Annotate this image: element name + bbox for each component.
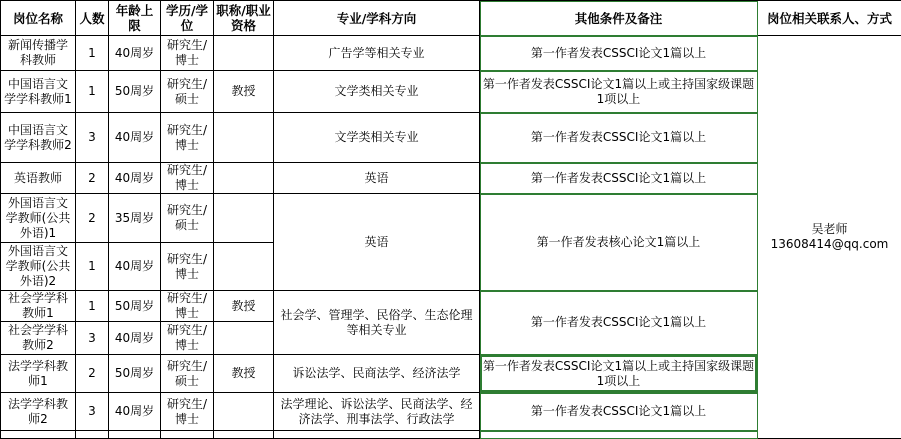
cell-degree[interactable]: 研究生/博士 bbox=[161, 322, 214, 355]
cell-count[interactable]: 1 bbox=[76, 243, 109, 291]
cell-count[interactable]: 1 bbox=[76, 36, 109, 71]
cell-remark[interactable]: 第一作者发表CSSCI论文1篇以上或主持国家级课题1项以上 bbox=[480, 71, 758, 113]
cell-remark[interactable]: 第一作者发表CSSCI论文1篇以上 bbox=[480, 393, 758, 431]
cell-title[interactable] bbox=[214, 194, 274, 243]
cell-degree[interactable]: 研究生/博士 bbox=[161, 243, 214, 291]
cell-count[interactable]: 2 bbox=[76, 194, 109, 243]
cell-age[interactable]: 40周岁 bbox=[109, 393, 161, 431]
cell-age[interactable]: 40周岁 bbox=[109, 322, 161, 355]
cell-title[interactable] bbox=[214, 163, 274, 194]
cell-title[interactable] bbox=[214, 113, 274, 163]
cell-position[interactable]: 社会学学科教师1 bbox=[1, 291, 76, 322]
cell-count[interactable]: 1 bbox=[76, 291, 109, 322]
cell-degree[interactable]: 研究生/博士 bbox=[161, 393, 214, 431]
header-major[interactable]: 专业/学科方向 bbox=[274, 1, 480, 36]
header-contact[interactable]: 岗位相关联系人、方式 bbox=[758, 1, 901, 36]
cell-remark[interactable]: 第一作者发表核心论文1篇以上 bbox=[480, 194, 758, 291]
cell-position[interactable]: 英语教师 bbox=[1, 163, 76, 194]
cell-major[interactable]: 社会学、管理学、民俗学、生态伦理等相关专业 bbox=[274, 291, 480, 355]
header-title[interactable]: 职称/职业资格 bbox=[214, 1, 274, 36]
cell-major[interactable]: 文学类相关专业 bbox=[274, 113, 480, 163]
contact-email: 13608414@qq.com bbox=[760, 237, 899, 252]
cell-position[interactable]: 法学学科教师2 bbox=[1, 393, 76, 431]
cell-age[interactable]: 50周岁 bbox=[109, 355, 161, 393]
cell-age[interactable]: 40周岁 bbox=[109, 243, 161, 291]
cell-title[interactable] bbox=[214, 243, 274, 291]
header-count[interactable]: 人数 bbox=[76, 1, 109, 36]
header-position[interactable]: 岗位名称 bbox=[1, 1, 76, 36]
cell-major[interactable]: 英语 bbox=[274, 163, 480, 194]
cell-title[interactable] bbox=[214, 393, 274, 431]
cell-remark[interactable]: 第一作者发表CSSCI论文1篇以上或主持国家级课题1项以上 bbox=[480, 355, 758, 393]
cell-count[interactable]: 3 bbox=[76, 393, 109, 431]
cell-degree[interactable]: 研究生/博士 bbox=[161, 113, 214, 163]
cell-age[interactable]: 35周岁 bbox=[109, 194, 161, 243]
cell-major[interactable]: 英语 bbox=[274, 194, 480, 291]
contact-name: 吴老师 bbox=[760, 222, 899, 237]
cell-count[interactable]: 2 bbox=[76, 355, 109, 393]
cell-empty[interactable] bbox=[480, 431, 758, 439]
cell-age[interactable]: 40周岁 bbox=[109, 36, 161, 71]
cell-count[interactable]: 3 bbox=[76, 322, 109, 355]
cell-age[interactable]: 40周岁 bbox=[109, 113, 161, 163]
header-remark[interactable]: 其他条件及备注 bbox=[480, 1, 758, 36]
cell-title[interactable] bbox=[214, 36, 274, 71]
cell-major[interactable]: 广告学等相关专业 bbox=[274, 36, 480, 71]
cell-major[interactable]: 法学理论、诉讼法学、民商法学、经济法学、刑事法学、行政法学 bbox=[274, 393, 480, 431]
cell-count[interactable]: 2 bbox=[76, 163, 109, 194]
cell-age[interactable]: 50周岁 bbox=[109, 291, 161, 322]
cell-major[interactable]: 诉讼法学、民商法学、经济法学 bbox=[274, 355, 480, 393]
cell-title[interactable]: 教授 bbox=[214, 355, 274, 393]
cell-position[interactable]: 社会学学科教师2 bbox=[1, 322, 76, 355]
cell-empty[interactable] bbox=[274, 431, 480, 439]
cell-remark[interactable]: 第一作者发表CSSCI论文1篇以上 bbox=[480, 113, 758, 163]
cell-empty[interactable] bbox=[109, 431, 161, 439]
cell-position[interactable]: 中国语言文学学科教师1 bbox=[1, 71, 76, 113]
cell-degree[interactable]: 研究生/博士 bbox=[161, 36, 214, 71]
cell-degree[interactable]: 研究生/博士 bbox=[161, 163, 214, 194]
cell-count[interactable]: 1 bbox=[76, 71, 109, 113]
cell-title[interactable] bbox=[214, 322, 274, 355]
cell-empty[interactable] bbox=[76, 431, 109, 439]
cell-empty[interactable] bbox=[1, 431, 76, 439]
cell-major[interactable]: 文学类相关专业 bbox=[274, 71, 480, 113]
cell-degree[interactable]: 研究生/博士 bbox=[161, 291, 214, 322]
cell-remark[interactable]: 第一作者发表CSSCI论文1篇以上 bbox=[480, 36, 758, 71]
cell-degree[interactable]: 研究生/硕士 bbox=[161, 71, 214, 113]
cell-position[interactable]: 中国语言文学学科教师2 bbox=[1, 113, 76, 163]
cell-position[interactable]: 新闻传播学科教师 bbox=[1, 36, 76, 71]
cell-empty[interactable] bbox=[214, 431, 274, 439]
header-degree[interactable]: 学历/学位 bbox=[161, 1, 214, 36]
cell-remark[interactable]: 第一作者发表CSSCI论文1篇以上 bbox=[480, 291, 758, 355]
cell-age[interactable]: 40周岁 bbox=[109, 163, 161, 194]
table-row bbox=[1, 36, 901, 71]
header-age[interactable]: 年龄上限 bbox=[109, 1, 161, 36]
cell-position[interactable]: 外国语言文学教师(公共外语)2 bbox=[1, 243, 76, 291]
cell-count[interactable]: 3 bbox=[76, 113, 109, 163]
cell-title[interactable]: 教授 bbox=[214, 291, 274, 322]
cell-title[interactable]: 教授 bbox=[214, 71, 274, 113]
header-row bbox=[1, 1, 901, 36]
cell-empty[interactable] bbox=[161, 431, 214, 439]
cell-position[interactable]: 法学学科教师1 bbox=[1, 355, 76, 393]
cell-degree[interactable]: 研究生/硕士 bbox=[161, 194, 214, 243]
cell-remark[interactable]: 第一作者发表CSSCI论文1篇以上 bbox=[480, 163, 758, 194]
cell-degree[interactable]: 研究生/硕士 bbox=[161, 355, 214, 393]
cell-age[interactable]: 50周岁 bbox=[109, 71, 161, 113]
cell-contact[interactable] bbox=[758, 36, 901, 439]
cell-position[interactable]: 外国语言文学教师(公共外语)1 bbox=[1, 194, 76, 243]
